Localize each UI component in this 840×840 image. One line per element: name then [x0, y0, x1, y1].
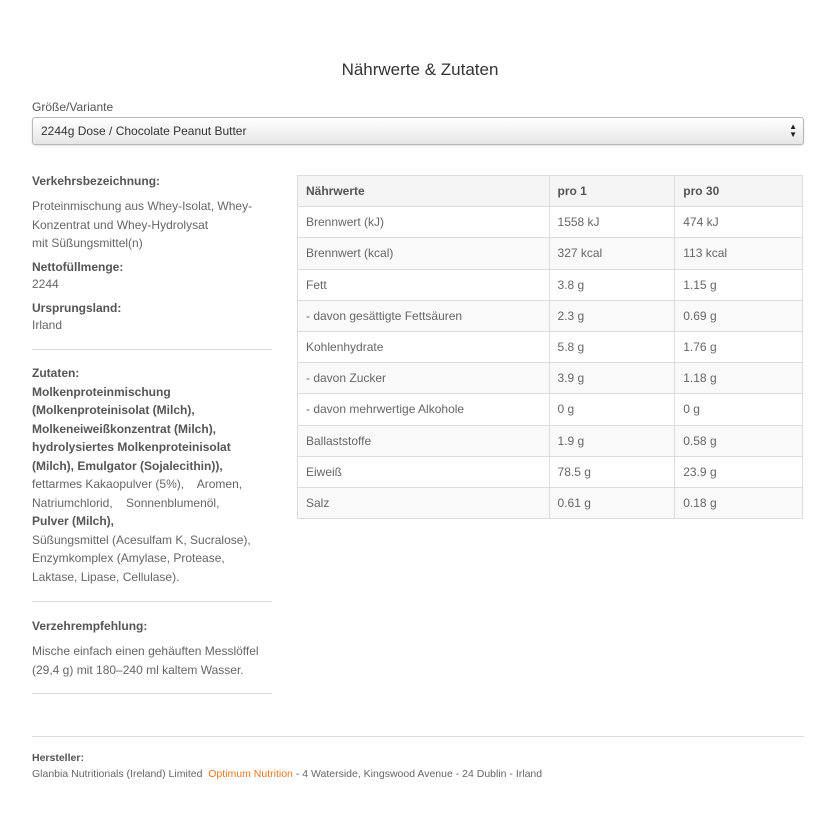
column-header: pro 1 [549, 176, 675, 207]
table-header-row [298, 176, 803, 207]
nutrient-name: Eiweiß [298, 456, 550, 487]
updown-chevron-icon: ▲ ▼ [789, 122, 797, 139]
nutrient-name: Brennwert (kJ) [298, 207, 550, 238]
brand-link[interactable]: Optimum Nutrition [208, 768, 293, 780]
table-row [298, 456, 803, 487]
origin-value: Irland [32, 318, 63, 332]
value-per-30: 1.18 g [675, 363, 803, 394]
nutrient-name: Salz [298, 487, 550, 518]
nutrition-table [297, 175, 803, 519]
divider [32, 601, 272, 602]
ingredients-line: Pulver (Milch), [32, 514, 115, 528]
ingredients-line: hydrolysiertes Molkenproteinisolat [32, 440, 231, 454]
table-row [298, 207, 803, 238]
table-row [298, 425, 803, 456]
net-quantity-label: Nettofüllmenge: [32, 259, 124, 274]
ingredients-line: Süßungsmittel (Acesulfam K, Sucralose), [32, 532, 251, 547]
variant-label: Größe/Variante [32, 100, 114, 114]
manufacturer-label: Hersteller: [32, 752, 84, 764]
divider [32, 349, 272, 350]
value-per-1: 0 g [549, 394, 675, 425]
table-row [298, 300, 803, 331]
divider [32, 693, 272, 694]
variant-select[interactable] [32, 117, 804, 145]
table-row [298, 487, 803, 518]
designation-line: mit Süßungsmittel(n) [32, 236, 143, 250]
usage-line: Mische einfach einen gehäuften Messlöffel [32, 644, 259, 658]
product-info-column [32, 172, 272, 694]
table-row [298, 269, 803, 300]
value-per-30: 0 g [675, 394, 803, 425]
designation-line: Proteinmischung aus Whey-Isolat, Whey- [32, 199, 253, 213]
designation-line: Konzentrat und Whey-Hydrolysat [32, 217, 209, 232]
usage-line: (29,4 g) mit 180–240 ml kaltem Wasser. [32, 662, 244, 677]
footer-divider [32, 736, 804, 737]
designation-label: Verkehrsbezeichnung: [32, 174, 161, 188]
value-per-30: 0.69 g [675, 300, 803, 331]
nutrient-name: Brennwert (kcal) [298, 238, 550, 269]
usage-text [32, 642, 272, 679]
table-row [298, 238, 803, 269]
value-per-1: 3.8 g [549, 269, 675, 300]
value-per-30: 1.15 g [675, 269, 803, 300]
ingredients-line: (Milch), Emulgator (Sojalecithin)), [32, 458, 223, 473]
nutrient-name: Ballaststoffe [298, 425, 550, 456]
value-per-1: 0.61 g [549, 487, 675, 518]
nutrient-name: Kohlenhydrate [298, 331, 550, 362]
nutrient-name: - davon mehrwertige Alkohole [298, 394, 550, 425]
net-quantity-value: 2244 [32, 276, 59, 291]
ingredients-line: Molkenproteinmischung [32, 384, 171, 399]
ingredients-line: Enzymkomplex (Amylase, Protease, [32, 551, 225, 565]
table-row [298, 331, 803, 362]
table-row [298, 394, 803, 425]
value-per-30: 474 kJ [675, 207, 803, 238]
nutrient-name: - davon Zucker [298, 363, 550, 394]
value-per-30: 23.9 g [675, 456, 803, 487]
value-per-30: 113 kcal [675, 238, 803, 269]
origin-label: Ursprungsland: [32, 301, 122, 315]
value-per-1: 78.5 g [549, 456, 675, 487]
ingredients-label: Zutaten: [32, 365, 80, 380]
value-per-1: 1558 kJ [549, 207, 675, 238]
value-per-1: 1.9 g [549, 425, 675, 456]
nutrient-name: - davon gesättigte Fettsäuren [298, 300, 550, 331]
variant-selected-value: 2244g Dose / Chocolate Peanut Butter [41, 124, 247, 138]
ingredients-line: Laktase, Lipase, Cellulase). [32, 569, 180, 584]
value-per-30: 0.58 g [675, 425, 803, 456]
column-header: pro 30 [675, 176, 803, 207]
ingredients-line: Molkeneiweißkonzentrat (Milch), [32, 421, 217, 436]
usage-label: Verzehrempfehlung: [32, 619, 148, 633]
page-title: Nährwerte & Zutaten [341, 60, 499, 79]
value-per-30: 0.18 g [675, 487, 803, 518]
ingredients-line: (Molkenproteinisolat (Milch), [32, 403, 195, 417]
value-per-1: 327 kcal [549, 238, 675, 269]
value-per-1: 3.9 g [549, 363, 675, 394]
column-header: Nährwerte [298, 176, 550, 207]
manufacturer-company: Glanbia Nutritionals (Ireland) Limited [32, 768, 203, 780]
ingredients-text [32, 383, 272, 587]
designation-text [32, 197, 272, 253]
table-row [298, 363, 803, 394]
value-per-30: 1.76 g [675, 331, 803, 362]
value-per-1: 5.8 g [549, 331, 675, 362]
manufacturer-info [32, 768, 542, 780]
nutrient-name: Fett [298, 269, 550, 300]
ingredients-line: fettarmes Kakaopulver (5%), Aromen, [32, 477, 243, 491]
manufacturer-address: - 4 Waterside, Kingswood Avenue - 24 Dublin - Irland [295, 768, 543, 780]
ingredients-line: Natriumchlorid, Sonnenblumenöl, [32, 495, 220, 510]
value-per-1: 2.3 g [549, 300, 675, 331]
